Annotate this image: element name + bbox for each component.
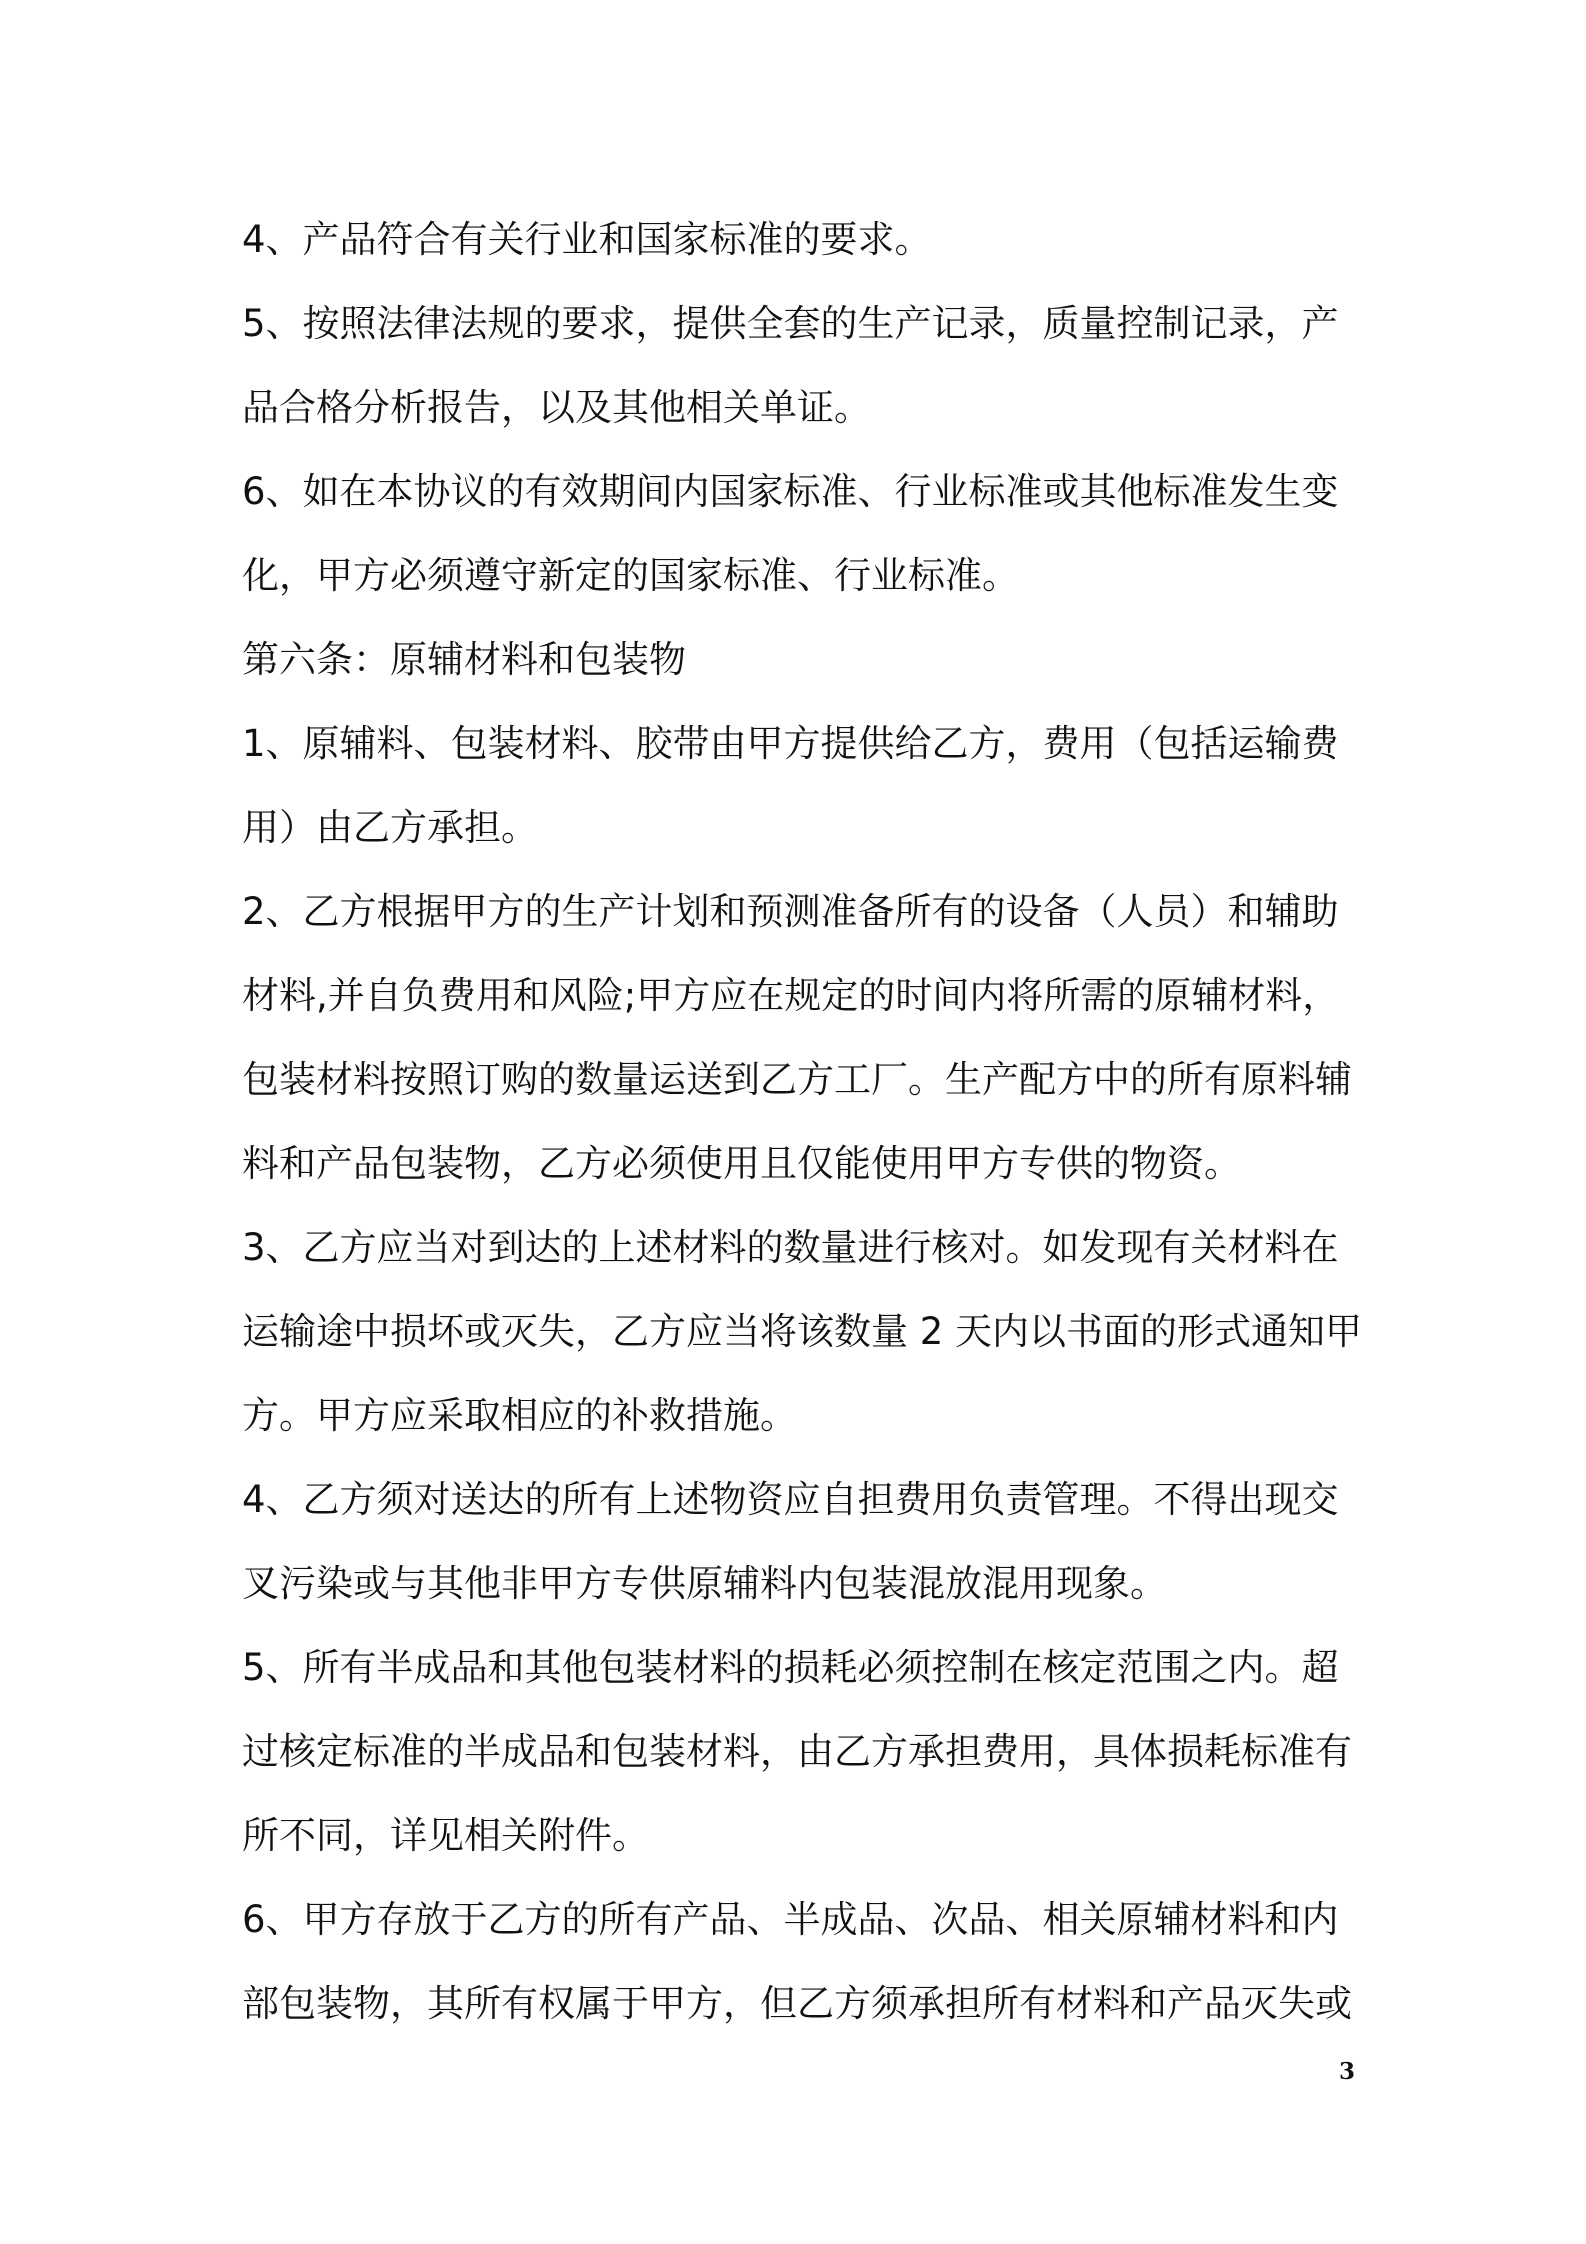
- section-heading: 第六条：原辅材料和包装物: [242, 638, 686, 681]
- text-line: 方。甲方应采取相应的补救措施。: [242, 1394, 797, 1437]
- text-line: 5、所有半成品和其他包装材料的损耗必须控制在核定范围之内。超: [242, 1646, 1339, 1689]
- text-line: 品合格分析报告，以及其他相关单证。: [242, 386, 871, 429]
- text-line: 1、原辅料、包装材料、胶带由甲方提供给乙方，费用（包括运输费: [242, 722, 1339, 765]
- text-line: 过核定标准的半成品和包装材料，由乙方承担费用，具体损耗标准有: [242, 1730, 1352, 1773]
- text-line: 6、如在本协议的有效期间内国家标准、行业标准或其他标准发生变: [242, 470, 1339, 513]
- paragraph-product-standard: [242, 198, 1354, 282]
- text-line: 部包装物，其所有权属于甲方，但乙方须承担所有材料和产品灭失或: [242, 1982, 1352, 2025]
- text-line: 6、甲方存放于乙方的所有产品、半成品、次品、相关原辅材料和内: [242, 1898, 1339, 1941]
- text-line: 化，甲方必须遵守新定的国家标准、行业标准。: [242, 554, 1019, 597]
- text-line: 运输途中损坏或灭失，乙方应当将该数量 2 天内以书面的形式通知甲: [242, 1310, 1363, 1353]
- paragraph-quantity-check: [242, 1206, 1363, 1458]
- text-line: 包装材料按照订购的数量运送到乙方工厂。生产配方中的所有原料辅: [242, 1058, 1352, 1101]
- paragraph-materials-supply: [242, 702, 1354, 870]
- text-line: 3、乙方应当对到达的上述材料的数量进行核对。如发现有关材料在: [242, 1226, 1339, 1269]
- text-line: 4、产品符合有关行业和国家标准的要求。: [242, 218, 932, 261]
- paragraph-production-records: [242, 282, 1354, 450]
- text-line: 料和产品包装物，乙方必须使用且仅能使用甲方专供的物资。: [242, 1142, 1241, 1185]
- text-line: 叉污染或与其他非甲方专供原辅料内包装混放混用现象。: [242, 1562, 1167, 1605]
- paragraph-standard-change: [242, 450, 1354, 618]
- text-line: 用）由乙方承担。: [242, 806, 538, 849]
- text-line: 2、乙方根据甲方的生产计划和预测准备所有的设备（人员）和辅助: [242, 890, 1339, 933]
- paragraph-material-management: [242, 1458, 1354, 1626]
- text-line: 材料,并自负费用和风险;甲方应在规定的时间内将所需的原辅材料，: [242, 974, 1340, 1017]
- article-six-heading: [242, 618, 1354, 702]
- text-line: 5、按照法律法规的要求，提供全套的生产记录，质量控制记录，产: [242, 302, 1339, 345]
- paragraph-loss-control: [242, 1626, 1354, 1878]
- paragraph-ownership: [242, 1878, 1354, 2046]
- page-number: 3: [1339, 2058, 1356, 2085]
- text-line: 4、乙方须对送达的所有上述物资应自担费用负责管理。不得出现交: [242, 1478, 1339, 1521]
- text-line: 所不同，详见相关附件。: [242, 1814, 649, 1857]
- document-body: [242, 198, 1363, 2046]
- paragraph-production-plan: [242, 870, 1354, 1206]
